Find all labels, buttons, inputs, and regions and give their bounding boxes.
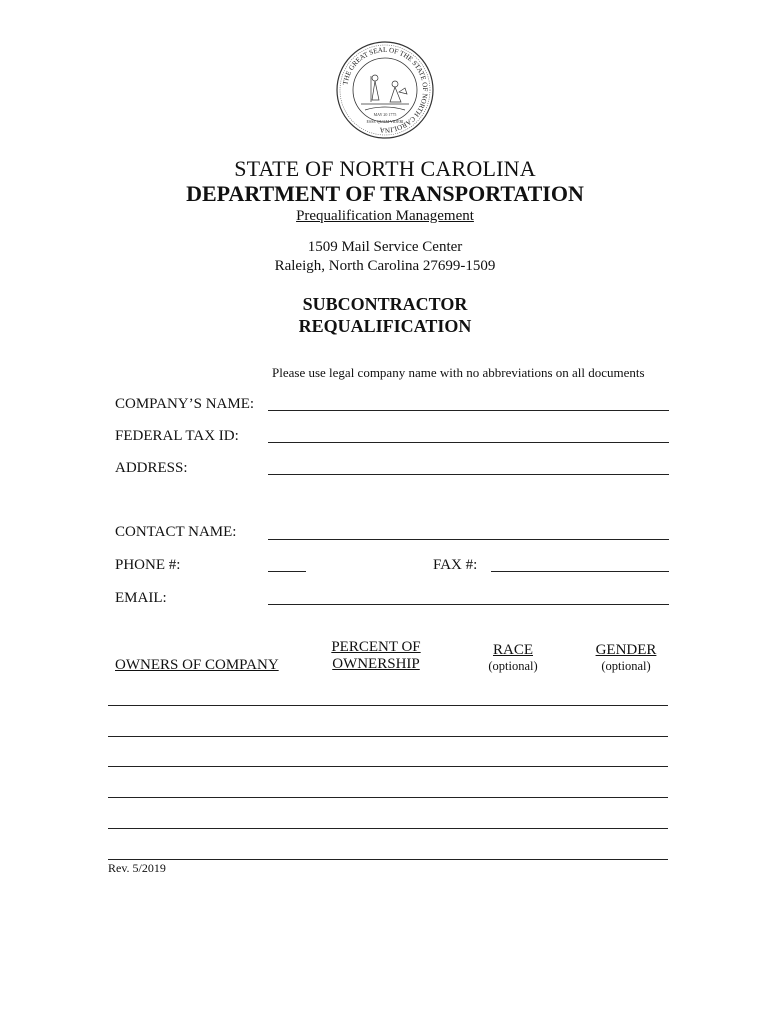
svg-text:MAY 20 1775: MAY 20 1775 <box>373 112 397 117</box>
race-column-header <box>478 642 548 674</box>
instruction-note: Please use legal company name with no abbreviations on all documents <box>272 365 645 380</box>
owner-row-line-1[interactable] <box>108 705 668 706</box>
form-title-line-1: SUBCONTRACTOR <box>302 294 468 314</box>
race-header-label: RACE <box>492 642 533 658</box>
phone-label: PHONE #: <box>115 557 181 573</box>
email-field[interactable] <box>268 604 669 605</box>
owner-row-line-2[interactable] <box>108 736 668 737</box>
phone-field[interactable] <box>268 571 306 572</box>
percent-column-header <box>326 639 426 673</box>
company-name-field[interactable] <box>268 410 669 411</box>
percent-header-line-2: OWNERSHIP <box>332 656 420 672</box>
contact-name-label: CONTACT NAME: <box>115 524 237 540</box>
percent-header-line-1: PERCENT OF <box>331 639 421 655</box>
company-name-label: COMPANY’S NAME: <box>115 396 255 412</box>
svg-text:ESSE QUAM VIDERI: ESSE QUAM VIDERI <box>366 119 404 124</box>
federal-tax-id-field[interactable] <box>268 442 669 443</box>
owners-column-header: OWNERS OF COMPANY <box>115 657 279 673</box>
office-name: Prequalification Management <box>296 208 474 224</box>
state-seal-image <box>335 40 435 140</box>
gender-column-header <box>588 642 664 674</box>
svg-text:THE GREAT SEAL OF THE STATE OF: THE GREAT SEAL OF THE STATE OF NORTH CAROLINA <box>341 45 430 135</box>
address-line-2: Raleigh, North Carolina 27699-1509 <box>274 258 496 274</box>
email-label: EMAIL: <box>115 590 167 606</box>
address-label: ADDRESS: <box>115 460 188 476</box>
form-title-line-2: REQUALIFICATION <box>298 316 472 336</box>
address-line-1: 1509 Mail Service Center <box>307 239 463 255</box>
contact-name-field[interactable] <box>268 539 669 540</box>
owner-row-line-3[interactable] <box>108 766 668 767</box>
revision-date: Rev. 5/2019 <box>108 861 166 875</box>
fax-label: FAX #: <box>433 557 478 573</box>
owner-row-line-4[interactable] <box>108 797 668 798</box>
fax-field[interactable] <box>491 571 669 572</box>
owner-row-line-5[interactable] <box>108 828 668 829</box>
owner-row-line-6[interactable] <box>108 859 668 860</box>
gender-header-label: GENDER <box>595 642 657 658</box>
state-heading: STATE OF NORTH CAROLINA <box>234 156 536 181</box>
federal-tax-id-label: FEDERAL TAX ID: <box>115 428 239 444</box>
gender-optional-note: (optional) <box>601 659 651 673</box>
department-heading: DEPARTMENT OF TRANSPORTATION <box>186 181 584 206</box>
address-field[interactable] <box>268 474 669 475</box>
race-optional-note: (optional) <box>488 659 538 673</box>
